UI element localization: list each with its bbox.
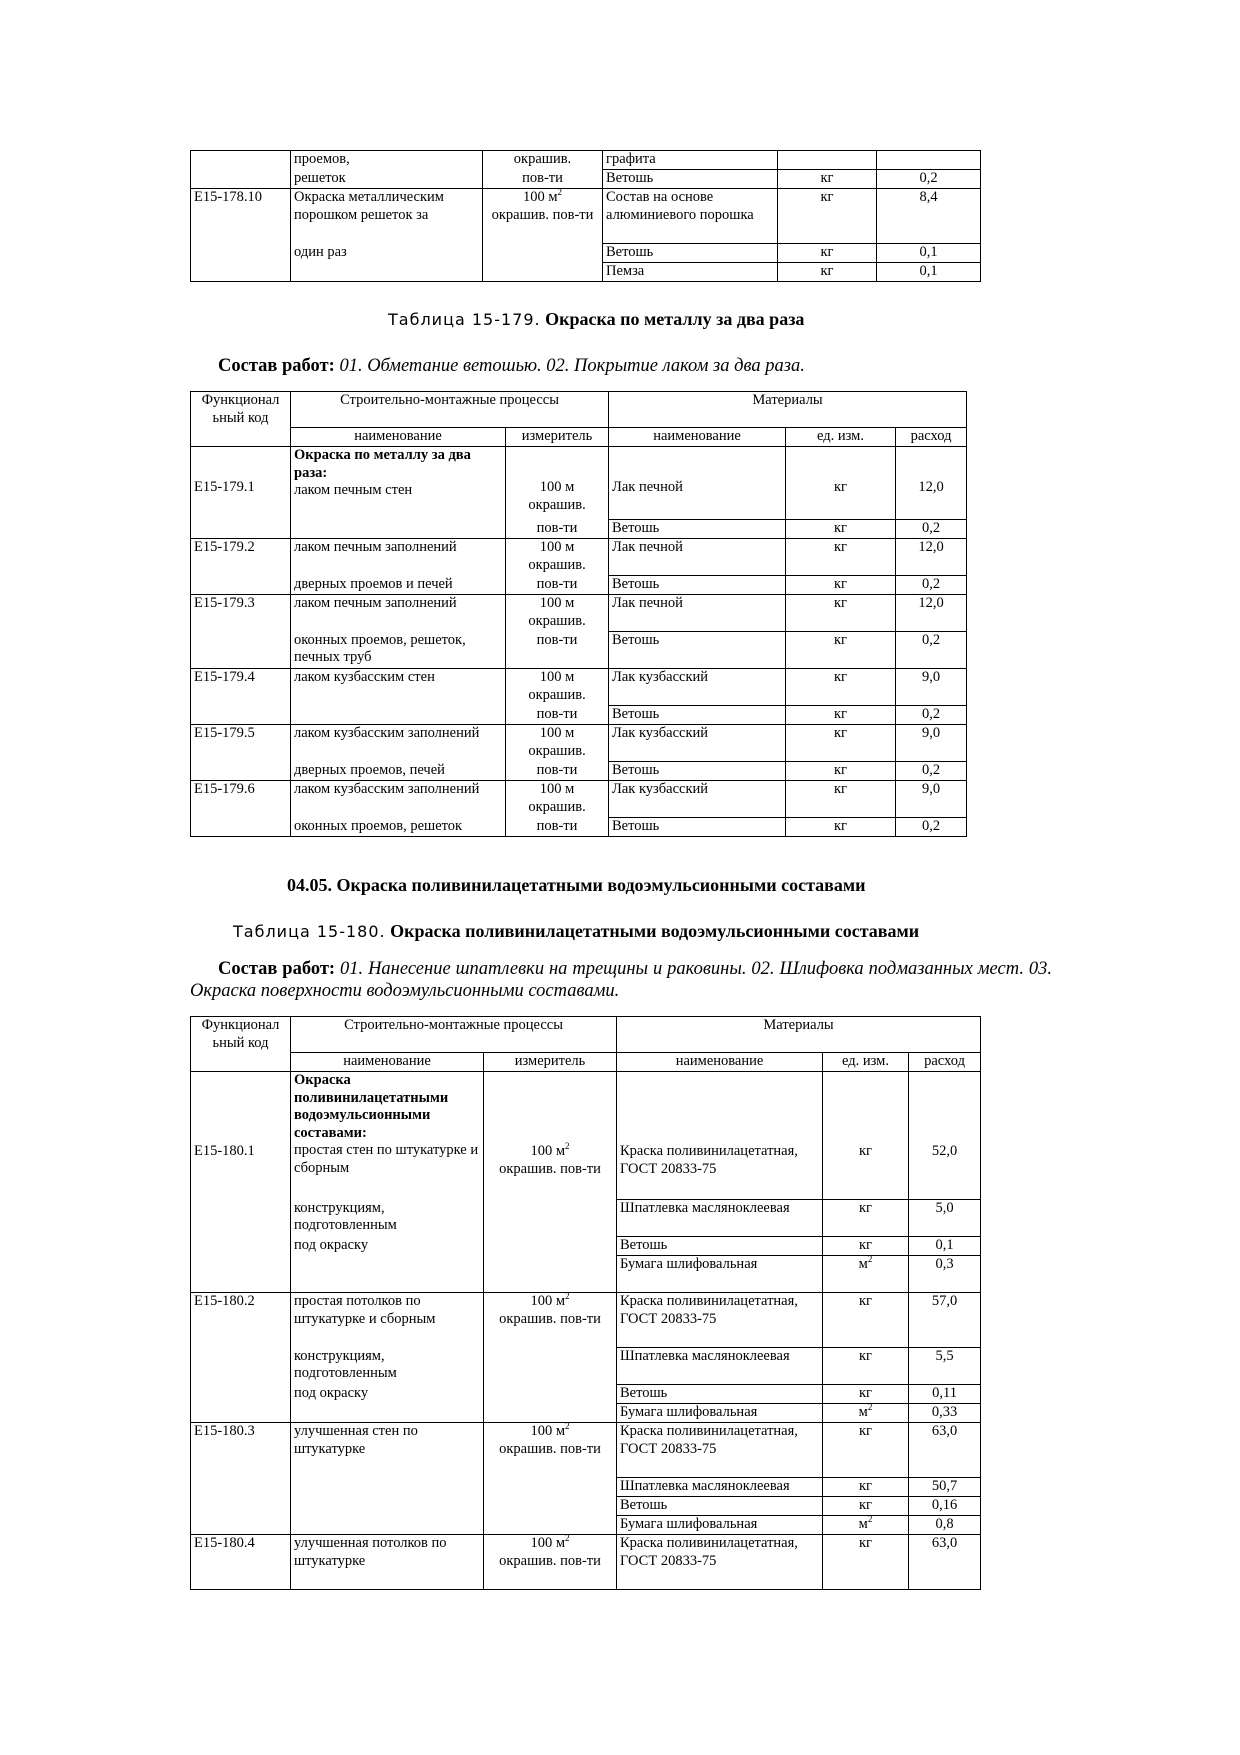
header-material-name: наименование — [609, 428, 786, 447]
unit-cell — [483, 263, 603, 282]
material-unit-cell: кг — [786, 520, 896, 539]
code-cell — [191, 632, 291, 669]
process-name-cell: конструкциям, подготовленным — [291, 1200, 484, 1237]
consumption-cell: 0,2 — [896, 576, 967, 595]
material-unit-cell: кг — [823, 1497, 909, 1516]
material-name-cell: Ветошь — [603, 244, 778, 263]
process-name-cell: лаком кузбасским стен — [291, 669, 506, 706]
table-row — [191, 595, 967, 632]
work-heading: Состав работ: — [218, 959, 336, 979]
code-cell — [191, 1256, 291, 1293]
caption-label: Таблица 15-179. — [388, 310, 541, 329]
table-row — [191, 781, 967, 818]
material-unit-cell: $м^2$ — [823, 1516, 909, 1535]
table-row — [191, 447, 967, 520]
unit-cell: 100 м окрашив. — [506, 539, 609, 576]
consumption-cell: 52,0 — [909, 1072, 981, 1200]
caption-label: Таблица 15-180. — [233, 922, 386, 941]
material-unit-cell: $м^2$ — [823, 1256, 909, 1293]
header-row — [191, 392, 967, 428]
process-name-cell — [291, 1404, 484, 1423]
material-unit-cell: кг — [823, 1535, 909, 1590]
unit-cell: 100 м окрашив. — [506, 781, 609, 818]
material-name-cell: Ветошь — [609, 632, 786, 669]
code-cell: Е15-179.1 — [191, 447, 291, 520]
unit-cell: окрашив. — [483, 151, 603, 170]
material-name-cell: Краска поливинилацетатная, ГОСТ 20833-75 — [617, 1072, 823, 1200]
table-row — [191, 1256, 981, 1293]
material-unit-cell: кг — [823, 1348, 909, 1385]
consumption-cell: 0,16 — [909, 1497, 981, 1516]
table-row — [191, 1385, 981, 1404]
code-cell: Е15-180.2 — [191, 1293, 291, 1348]
process-name-cell: конструкциям, подготовленным — [291, 1348, 484, 1385]
table-row — [191, 576, 967, 595]
unit-cell — [484, 1497, 617, 1516]
process-name-cell: дверных проемов и печей — [291, 576, 506, 595]
consumption-cell: 57,0 — [909, 1293, 981, 1348]
consumption-cell: 0,2 — [896, 706, 967, 725]
code-cell: Е15-180.1 — [191, 1072, 291, 1200]
consumption-cell: 0,1 — [877, 263, 981, 282]
consumption-cell: 0,2 — [896, 632, 967, 669]
unit-cell: 100 $м^2$ окрашив. пов-ти — [484, 1535, 617, 1590]
unit-cell: 100 $м^2$ окрашив. пов-ти — [484, 1072, 617, 1200]
material-unit-cell: кг — [778, 263, 877, 282]
process-name-cell — [291, 1256, 484, 1293]
table-row — [191, 151, 981, 170]
process-name-cell — [291, 263, 483, 282]
code-cell — [191, 1404, 291, 1423]
table-row — [191, 1404, 981, 1423]
caption-title: Окраска по металлу за два раза — [545, 309, 805, 329]
code-cell: Е15-179.6 — [191, 781, 291, 818]
table-row — [191, 632, 967, 669]
code-cell: Е15-180.4 — [191, 1535, 291, 1590]
consumption-cell: 0,33 — [909, 1404, 981, 1423]
code-cell — [191, 706, 291, 725]
material-unit-cell: кг — [823, 1423, 909, 1478]
material-unit-cell: кг — [786, 595, 896, 632]
unit-cell — [484, 1478, 617, 1497]
process-name-cell: лаком кузбасским заполнений — [291, 725, 506, 762]
table-180-work-composition — [190, 958, 1052, 1002]
table-row — [191, 1478, 981, 1497]
header-row — [191, 1053, 981, 1072]
section-title: 04.05. Окраска поливинилацетатными водоэмульсионными составами — [287, 875, 866, 895]
material-unit-cell: кг — [786, 781, 896, 818]
material-name-cell: Ветошь — [609, 706, 786, 725]
unit-cell — [484, 1200, 617, 1237]
material-name-cell: Пемза — [603, 263, 778, 282]
table-180-caption — [233, 921, 919, 942]
header-unit: измеритель — [484, 1053, 617, 1072]
unit-cell: 100 $м^2$ окрашив. пов-ти — [483, 189, 603, 244]
table-row — [191, 1293, 981, 1348]
material-name-cell: Шпатлевка масляноклеевая — [617, 1200, 823, 1237]
material-name-cell: Краска поливинилацетатная, ГОСТ 20833-75 — [617, 1423, 823, 1478]
material-name-cell: Ветошь — [617, 1497, 823, 1516]
material-unit-cell: кг — [823, 1385, 909, 1404]
process-name-cell — [291, 1497, 484, 1516]
process-name-cell: оконных проемов, решеток — [291, 818, 506, 837]
header-material-unit: ед. изм. — [786, 428, 896, 447]
process-name-cell: простая потолков по штукатурке и сборным — [291, 1293, 484, 1348]
table-row — [191, 1072, 981, 1200]
material-unit-cell — [778, 151, 877, 170]
material-unit-cell: кг — [786, 539, 896, 576]
material-name-cell: Ветошь — [617, 1385, 823, 1404]
work-text: 01. Нанесение шпатлевки на трещины и раковины. 02. Шлифовка подмазанных мест. 03. Окраска поверхности водоэмульсионными составами. — [190, 959, 1052, 1001]
process-name-cell — [291, 1516, 484, 1535]
unit-cell: 100 $м^2$ окрашив. пов-ти — [484, 1423, 617, 1478]
unit-cell: пов-ти — [506, 818, 609, 837]
code-cell: Е15-180.3 — [191, 1423, 291, 1478]
table-row — [191, 263, 981, 282]
code-cell: Е15-179.3 — [191, 595, 291, 632]
material-name-cell: Лак печной — [609, 595, 786, 632]
unit-cell: 100 м окрашив. — [506, 725, 609, 762]
header-material-unit: ед. изм. — [823, 1053, 909, 1072]
process-name-cell: дверных проемов, печей — [291, 762, 506, 781]
header-processes: Строительно-монтажные процессы — [291, 1017, 617, 1053]
material-unit-cell: кг — [786, 706, 896, 725]
table-180 — [190, 1016, 981, 1590]
code-cell: Е15-179.4 — [191, 669, 291, 706]
process-name-cell: улучшенная стен по штукатурке — [291, 1423, 484, 1478]
code-cell — [191, 244, 291, 263]
unit-cell — [484, 1516, 617, 1535]
unit-cell: пов-ти — [506, 762, 609, 781]
consumption-cell: 0,2 — [896, 762, 967, 781]
material-unit-cell: кг — [786, 762, 896, 781]
consumption-cell: 0,11 — [909, 1385, 981, 1404]
material-name-cell: Лак кузбасский — [609, 781, 786, 818]
table-179-caption — [388, 309, 804, 330]
unit-cell: 100 м окрашив. — [506, 595, 609, 632]
table-row — [191, 244, 981, 263]
table-row — [191, 725, 967, 762]
material-name-cell: Бумага шлифовальная — [617, 1516, 823, 1535]
table-row — [191, 1516, 981, 1535]
table-row — [191, 706, 967, 725]
process-name-cell: один раз — [291, 244, 483, 263]
header-unit: измеритель — [506, 428, 609, 447]
material-unit-cell: кг — [786, 725, 896, 762]
code-cell — [191, 1478, 291, 1497]
material-name-cell: Бумага шлифовальная — [617, 1256, 823, 1293]
material-name-cell: Лак кузбасский — [609, 725, 786, 762]
header-processes: Строительно-монтажные процессы — [291, 392, 609, 428]
table-178-continuation — [190, 150, 981, 282]
header-row — [191, 1017, 981, 1053]
table-row — [191, 1535, 981, 1590]
consumption-cell: 5,5 — [909, 1348, 981, 1385]
header-name: наименование — [291, 428, 506, 447]
unit-cell: 100 м окрашив. — [506, 669, 609, 706]
work-text: 01. Обметание ветошью. 02. Покрытие лаком за два раза. — [339, 356, 805, 376]
table-row — [191, 1497, 981, 1516]
material-unit-cell: кг — [823, 1237, 909, 1256]
material-unit-cell: кг — [786, 669, 896, 706]
consumption-cell: 12,0 — [896, 539, 967, 576]
material-unit-cell: кг — [786, 576, 896, 595]
table-row — [191, 1423, 981, 1478]
code-cell — [191, 1385, 291, 1404]
code-cell: Е15-178.10 — [191, 189, 291, 244]
material-name-cell: Бумага шлифовальная — [617, 1404, 823, 1423]
header-row — [191, 428, 967, 447]
table-row — [191, 1237, 981, 1256]
header-materials: Материалы — [609, 392, 967, 428]
code-cell: Е15-179.2 — [191, 539, 291, 576]
table-row — [191, 762, 967, 781]
material-unit-cell: $м^2$ — [823, 1404, 909, 1423]
unit-cell — [484, 1385, 617, 1404]
material-unit-cell: кг — [786, 447, 896, 520]
material-name-cell: Краска поливинилацетатная, ГОСТ 20833-75 — [617, 1293, 823, 1348]
code-cell — [191, 170, 291, 189]
process-name-cell: лаком печным заполнений — [291, 539, 506, 576]
material-unit-cell: кг — [823, 1200, 909, 1237]
consumption-cell: 0,1 — [877, 244, 981, 263]
header-code: Функционал ьный код — [191, 392, 291, 447]
unit-cell: пов-ти — [506, 706, 609, 725]
table-179 — [190, 391, 967, 837]
material-name-cell: Ветошь — [617, 1237, 823, 1256]
material-unit-cell: кг — [778, 189, 877, 244]
consumption-cell: 8,4 — [877, 189, 981, 244]
header-material-name: наименование — [617, 1053, 823, 1072]
material-name-cell: Состав на основе алюминиевого порошка — [603, 189, 778, 244]
process-name-cell: Окраска поливинилацетатными водоэмульсионными составами: простая стен по штукатурке и сборным — [291, 1072, 484, 1200]
material-unit-cell: кг — [823, 1072, 909, 1200]
process-name-cell: под окраску — [291, 1385, 484, 1404]
table-row — [191, 189, 981, 244]
consumption-cell: 5,0 — [909, 1200, 981, 1237]
table-row — [191, 669, 967, 706]
header-materials: Материалы — [617, 1017, 981, 1053]
process-name-cell: лаком кузбасским заполнений — [291, 781, 506, 818]
material-name-cell: Ветошь — [609, 520, 786, 539]
process-name-cell: решеток — [291, 170, 483, 189]
material-name-cell: графита — [603, 151, 778, 170]
material-name-cell: Шпатлевка масляноклеевая — [617, 1348, 823, 1385]
code-cell: Е15-179.5 — [191, 725, 291, 762]
material-unit-cell: кг — [778, 244, 877, 263]
group-title: Окраска поливинилацетатными водоэмульсионными составами: — [294, 1072, 449, 1141]
group-title: Окраска по металлу за два раза: — [294, 447, 471, 481]
consumption-cell: 0,2 — [896, 818, 967, 837]
consumption-cell: 0,3 — [909, 1256, 981, 1293]
process-name-cell: Окраска металлическим порошком решеток за — [291, 189, 483, 244]
material-name-cell: Ветошь — [609, 576, 786, 595]
consumption-cell: 63,0 — [909, 1535, 981, 1590]
process-name-cell: лаком печным заполнений — [291, 595, 506, 632]
process-name-cell: проемов, — [291, 151, 483, 170]
consumption-cell: 0,2 — [896, 520, 967, 539]
process-name-cell: оконных проемов, решеток, печных труб — [291, 632, 506, 669]
consumption-cell: 9,0 — [896, 781, 967, 818]
code-cell — [191, 520, 291, 539]
code-cell — [191, 1237, 291, 1256]
unit-cell — [484, 1348, 617, 1385]
process-name-cell: Окраска по металлу за два раза: лаком печным стен — [291, 447, 506, 539]
material-name-cell: Краска поливинилацетатная, ГОСТ 20833-75 — [617, 1535, 823, 1590]
process-name-cell: под окраску — [291, 1237, 484, 1256]
table-row — [191, 1200, 981, 1237]
work-heading: Состав работ: — [218, 356, 335, 376]
code-cell — [191, 818, 291, 837]
material-name-cell: Ветошь — [609, 818, 786, 837]
consumption-cell: 63,0 — [909, 1423, 981, 1478]
header-consumption: расход — [909, 1053, 981, 1072]
consumption-cell: 0,2 — [877, 170, 981, 189]
code-cell — [191, 576, 291, 595]
consumption-cell: 12,0 — [896, 595, 967, 632]
unit-cell — [484, 1237, 617, 1256]
material-unit-cell: кг — [823, 1478, 909, 1497]
material-name-cell: Лак печной — [609, 539, 786, 576]
table-row — [191, 818, 967, 837]
material-name-cell: Лак кузбасский — [609, 669, 786, 706]
code-cell — [191, 1516, 291, 1535]
unit-cell — [484, 1256, 617, 1293]
material-name-cell: Ветошь — [603, 170, 778, 189]
table-row — [191, 1348, 981, 1385]
process-name-cell: улучшенная потолков по штукатурке — [291, 1535, 484, 1590]
material-name-cell: Лак печной — [609, 447, 786, 520]
table-row — [191, 170, 981, 189]
unit-cell: пов-ти — [506, 520, 609, 539]
consumption-cell: 9,0 — [896, 725, 967, 762]
code-cell — [191, 762, 291, 781]
unit-cell: пов-ти — [506, 576, 609, 595]
material-unit-cell: кг — [786, 632, 896, 669]
process-name-cell — [291, 706, 506, 725]
material-unit-cell: кг — [778, 170, 877, 189]
material-name-cell: Шпатлевка масляноклеевая — [617, 1478, 823, 1497]
consumption-cell — [877, 151, 981, 170]
unit-cell — [484, 1404, 617, 1423]
unit-cell: пов-ти — [483, 170, 603, 189]
table-179-work-composition — [218, 355, 1018, 377]
material-unit-cell: кг — [823, 1293, 909, 1348]
code-cell — [191, 151, 291, 170]
consumption-cell: 12,0 — [896, 447, 967, 520]
header-consumption: расход — [896, 428, 967, 447]
unit-cell: 100 $м^2$ окрашив. пов-ти — [484, 1293, 617, 1348]
unit-cell: пов-ти — [506, 632, 609, 669]
unit-cell — [483, 244, 603, 263]
table-row — [191, 539, 967, 576]
material-name-cell: Ветошь — [609, 762, 786, 781]
material-unit-cell: кг — [786, 818, 896, 837]
caption-title: Окраска поливинилацетатными водоэмульсионными составами — [390, 921, 920, 941]
header-code: Функционал ьный код — [191, 1017, 291, 1072]
consumption-cell: 9,0 — [896, 669, 967, 706]
consumption-cell: 50,7 — [909, 1478, 981, 1497]
code-cell — [191, 1497, 291, 1516]
code-cell — [191, 1200, 291, 1237]
code-cell — [191, 263, 291, 282]
process-name-cell — [291, 1478, 484, 1497]
header-name: наименование — [291, 1053, 484, 1072]
code-cell — [191, 1348, 291, 1385]
consumption-cell: 0,1 — [909, 1237, 981, 1256]
consumption-cell: 0,8 — [909, 1516, 981, 1535]
unit-cell: 100 м окрашив. — [506, 447, 609, 520]
